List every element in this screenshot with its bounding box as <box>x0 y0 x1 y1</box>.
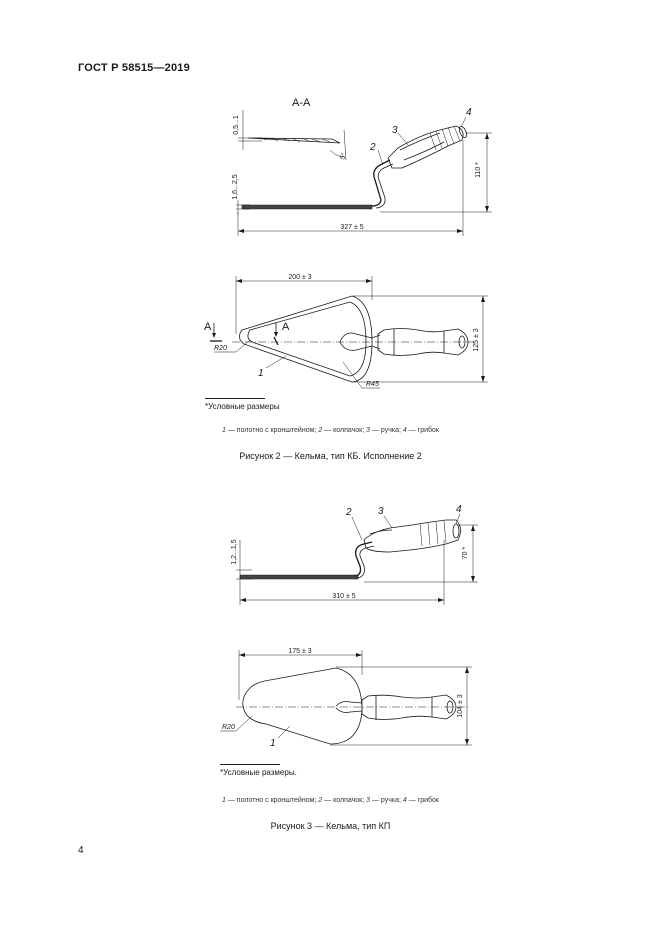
fig2-blade-profile <box>236 200 372 215</box>
fig2-width-top-label: 200 ± 3 <box>288 274 312 281</box>
fig3-callout-1: 1 <box>270 738 276 749</box>
fig2-radius-base-label: R45 <box>366 381 379 388</box>
fig2-legend-text-3: — ручка; <box>370 427 403 434</box>
standard-header: ГОСТ Р 58515—2019 <box>78 62 190 74</box>
fig2-height-plan-label: 125 ± 3 <box>473 328 480 352</box>
fig2-height-total-label: 110 * <box>475 162 482 178</box>
fig3-callout-2: 2 <box>346 507 352 518</box>
fig2-plan-view <box>204 274 488 388</box>
fig2-footnote-rule <box>205 398 265 399</box>
fig2-angle-label: 5° <box>339 151 349 161</box>
fig2-legend-text-2: — колпачок; <box>322 427 367 434</box>
fig2-legend-num-2: 2 <box>318 427 323 434</box>
fig3-blade-profile <box>240 575 358 579</box>
fig3-thickness-bracket-label: 1,2...1,5 <box>231 539 238 565</box>
fig3-handle <box>364 520 461 552</box>
fig2-section-label: А-А <box>292 97 311 109</box>
fig3-legend-text-3: — ручка; <box>370 797 403 804</box>
fig2-legend <box>0 427 661 434</box>
fig3-callout-4: 4 <box>456 504 462 515</box>
fig2-length-total-label: 327 ± 5 <box>340 224 364 231</box>
fig2-footnote: *Условные размеры <box>205 402 280 411</box>
fig2-legend-text-4: — грибок <box>406 427 439 434</box>
fig3-legend-text-1: — полотно с кронштейном; <box>225 797 319 804</box>
fig2-cut-mark-left: А <box>204 321 212 333</box>
fig2-legend-num-3: 3 <box>366 427 371 434</box>
fig2-section-wedge <box>238 110 349 161</box>
fig3-legend-num-2: 2 <box>318 797 323 804</box>
fig3-legend-num-1: 1 <box>222 797 226 804</box>
fig2-callout-2: 2 <box>370 142 376 153</box>
fig3-legend-text-4: — грибок <box>406 797 439 804</box>
fig3-height-total-label: 70 * <box>462 546 469 560</box>
fig2-callout-3: 3 <box>392 125 398 136</box>
fig2-legend-num-1: 1 <box>222 427 226 434</box>
fig3-width-top-label: 175 ± 3 <box>288 648 312 655</box>
fig2-handle <box>388 125 468 168</box>
fig3-side-view <box>231 504 478 605</box>
fig3-caption: Рисунок 3 — Кельма, тип КП <box>270 821 391 831</box>
fig3-length-total-label: 310 ± 5 <box>332 593 356 600</box>
fig2-callout-1: 1 <box>258 368 264 379</box>
fig2-caption: Рисунок 2 — Кельма, тип КБ. Исполнение 2 <box>239 451 422 461</box>
fig3-legend-num-4: 4 <box>402 797 407 804</box>
fig3-footnote-rule <box>220 764 280 765</box>
fig2-callout-4: 4 <box>466 107 472 118</box>
page-number: 4 <box>78 845 84 856</box>
fig3-height-plan-label: 104 ± 3 <box>457 694 464 718</box>
fig3-radius-tip-label: R20 <box>222 724 235 731</box>
fig3-legend-text-2: — колпачок; <box>322 797 367 804</box>
fig3-legend-num-3: 3 <box>366 797 371 804</box>
fig2-legend-num-4: 4 <box>402 427 407 434</box>
fig3-blade-outline <box>243 668 362 744</box>
fig3-legend <box>0 797 661 804</box>
fig2-thickness-bracket-label: 1,6...2,5 <box>232 174 239 200</box>
fig3-callout-3: 3 <box>378 506 384 517</box>
fig2-legend-text-1: — полотно с кронштейном; <box>225 427 319 434</box>
fig2-cut-mark-right: А <box>282 321 290 333</box>
fig2-thickness-blade-label: 0,5...1 <box>233 115 240 135</box>
fig3-plan-view <box>220 648 472 749</box>
fig2-side-view <box>232 97 492 236</box>
fig2-radius-tip-label: R20 <box>214 345 227 352</box>
fig3-footnote: *Условные размеры. <box>220 768 297 777</box>
